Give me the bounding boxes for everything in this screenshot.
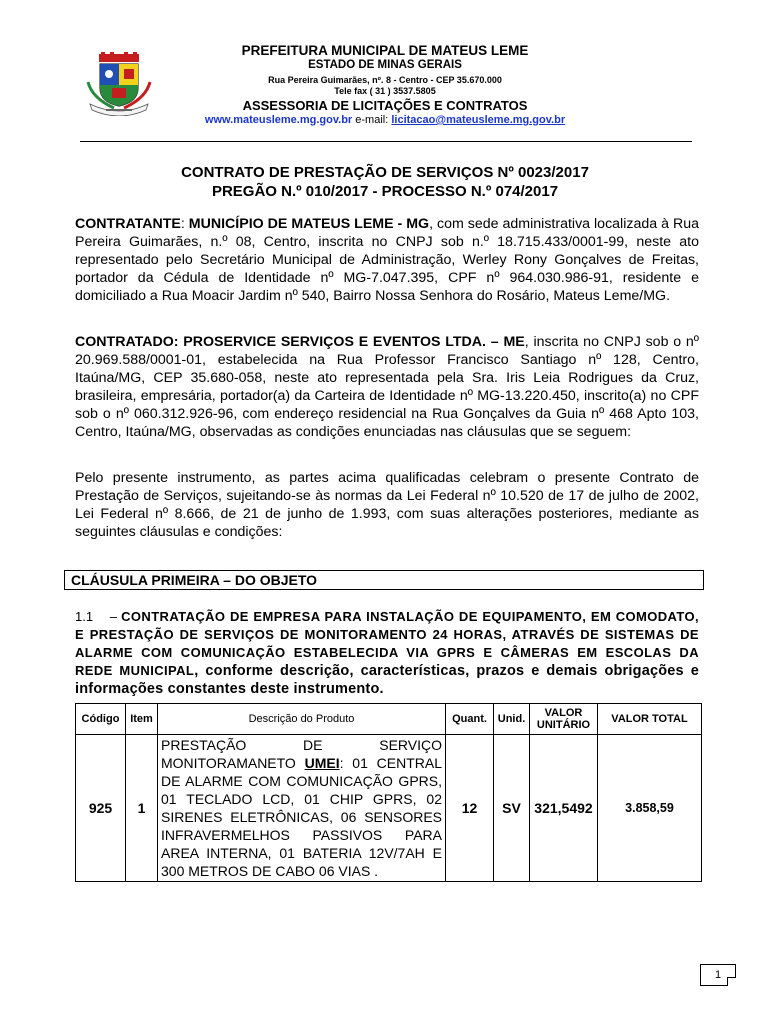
cell-item: 1: [126, 735, 158, 882]
contratante-paragraph: CONTRATANTE: MUNICÍPIO DE MATEUS LEME - MG, com sede administrativa localizada à Rua Pereira Guimarães, n.º 08, Centro, inscrita no CNPJ sob n.º 18.715.433/0001-99, neste ato representado pelo Secretário Municipal de Administração, Werley Rony Gonçalves de Freitas, portador da Cédula de Identidade nº MG-7.047.395, CPF nº 964.030.986-91, residente e domiciliado a Rua Moacir Jardim nº 540, Bairro Nossa Senhora do Rosário, Mateus Leme/MG.: [75, 216, 699, 304]
object-description: CONTRATAÇÃO DE EMPRESA PARA INSTALAÇÃO DE EQUIPAMENTO, EM COMODATO, E PRESTAÇÃO DE SERVIÇOS DE MONITORAMENTO 24 HORAS, ATRAVÉS DE SISTEMAS DE ALARME COM COMUNICAÇÃO ESTABELECIDA VIA GPRS E CÂMERAS EM ESCOLAS DA REDE MUNICIPAL: [75, 609, 700, 678]
header-valor-unitario: VALOR UNITÁRIO: [530, 704, 598, 735]
preamble-paragraph: Pelo presente instrumento, as partes acima qualificadas celebram o presente Contrato de Prestação de Serviços, sujeitando-se às normas da Lei Federal nº 10.520 de 17 de julho de 2002, Lei Federal nº 8.666, de 21 de junho de 1.993, com suas alterações posteriores, mediante as seguintes cláusulas e condições:: [75, 470, 699, 540]
page-number: 1: [700, 964, 736, 986]
header-item: Item: [126, 704, 158, 735]
clause-item-1-1: [75, 608, 699, 698]
address-line: Rua Pereira Guimarães, nº. 8 - Centro - CEP 35.670.000: [268, 75, 502, 85]
cell-valor-total: 3.858,59: [598, 735, 702, 882]
contratante-text: , com sede administrativa localizada à Rua Pereira Guimarães, n.º 08, Centro, inscrita no CNPJ sob n.º 18.715.433/0001-99, neste ato representado pelo Secretário Municipal de Administração, Werley Rony Gonçalves de Freitas, portador da Cédula de Identidade nº MG-7.047.395, CPF nº 964.030.986-91, residente e domiciliado a Rua Moacir Jardim nº 540, Bairro Nossa Senhora do Rosário, Mateus Leme/MG.: [75, 216, 699, 304]
table-header-row: [76, 704, 702, 735]
cell-codigo: 925: [76, 735, 126, 882]
product-table: [75, 703, 702, 882]
contact-line: [180, 114, 590, 126]
object-conditions: , conforme descrição, características, prazos e demais obrigações e informações constantes deste instrumento.: [75, 663, 699, 697]
state-name: ESTADO DE MINAS GERAIS: [308, 59, 462, 71]
phone-line: Tele fax ( 31 ) 3537.5805: [334, 86, 436, 96]
department-name: ASSESSORIA DE LICITAÇÕES E CONTRATOS: [242, 98, 528, 113]
email-label: e-mail:: [355, 114, 389, 126]
contratado-text: , inscrita no CNPJ sob o nº 20.969.588/0001-01, estabelecida na Rua Professor Francisco Santiago nº 128, Centro, Itaúna/MG, CEP 35.680-058, neste ato representada pela Sra. Iris Leia Rodrigues da Cruz, brasileira, empresária, portador(a) da Carteira de Identidade nº MG-13.220.450, inscrito(a) no CPF sob o nº 060.312.926-96, com endereço residencial na Rua Gonçalves da Guia nº 468 Apto 103, Centro, Itaúna/MG, observadas as condições enunciadas nas cláusulas que se seguem:: [75, 334, 699, 440]
email-link[interactable]: licitacao@mateusleme.mg.gov.br: [391, 114, 566, 126]
header-valor-total: VALOR TOTAL: [598, 704, 702, 735]
contract-title: CONTRATO DE PRESTAÇÃO DE SERVIÇOS Nº 0023/2017: [181, 164, 589, 181]
header-unid: Unid.: [494, 704, 530, 735]
cell-unid: SV: [494, 735, 530, 882]
process-title: PREGÃO N.º 010/2017 - PROCESSO N.º 074/2017: [211, 183, 559, 200]
municipality-name: PREFEITURA MUNICIPAL DE MATEUS LEME: [241, 43, 529, 58]
contratante-name: MUNICÍPIO DE MATEUS LEME - MG: [188, 216, 430, 232]
table-row: [76, 735, 702, 882]
header-divider: [80, 141, 692, 142]
contratado-label: CONTRATADO: PROSERVICE SERVIÇOS E EVENTOS LTDA. – ME: [75, 334, 525, 350]
municipal-coat-of-arms: [84, 52, 154, 116]
cell-descricao: [158, 735, 446, 882]
desc-prefix: PRESTAÇÃO DE SERVIÇO MONITORAMANETO: [161, 737, 442, 771]
website-link[interactable]: www.mateusleme.mg.gov.br: [204, 114, 353, 126]
cell-quant: 12: [446, 735, 494, 882]
item-dash: –: [109, 609, 117, 624]
desc-emph: UMEI: [304, 755, 340, 771]
header-codigo: Código: [76, 704, 126, 735]
header-descricao: Descrição do Produto: [158, 704, 446, 735]
cell-valor-unitario: 321,5492: [530, 735, 598, 882]
desc-suffix: : 01 CENTRAL DE ALARME COM COMUNICAÇÃO GPRS, 01 TECLADO LCD, 01 CHIP GPRS, 02 SIRENES ELETRÔNICAS, 06 SENSORES INFRAVERMELHOS PASSIVOS PARA AREA INTERNA, 01 BATERIA 12V/7AH E 300 METROS DE CABO 06 VIAS .: [161, 755, 443, 879]
contratado-paragraph: [75, 333, 699, 441]
contratante-label: CONTRATANTE: [75, 216, 181, 232]
clause-heading: CLÁUSULA PRIMEIRA – DO OBJETO: [64, 570, 704, 590]
item-number: 1.1: [75, 609, 94, 624]
header-quant: Quant.: [446, 704, 494, 735]
